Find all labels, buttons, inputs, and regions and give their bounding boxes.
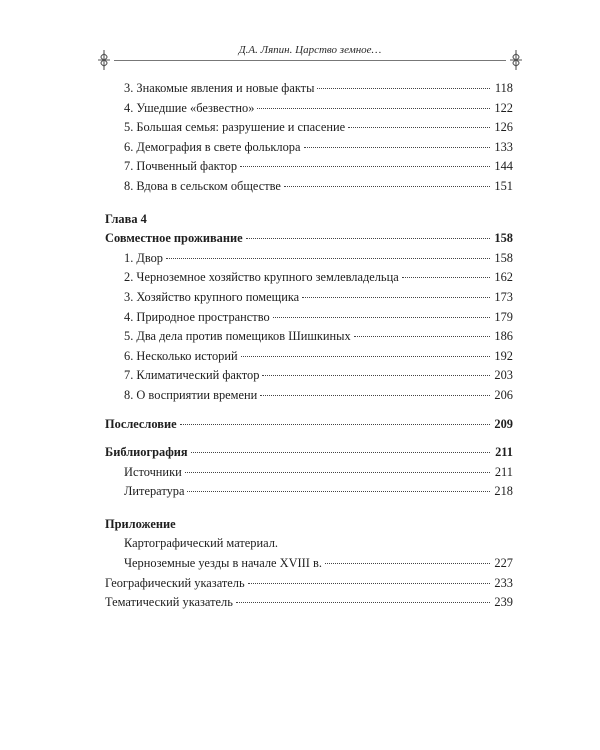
toc-entry: 3. Хозяйство крупного помещика 173 bbox=[124, 289, 513, 304]
toc-entry: 1. Двор 158 bbox=[124, 250, 513, 265]
ornament-right-icon bbox=[508, 49, 524, 71]
toc-entry: Источники 211 bbox=[124, 464, 513, 479]
toc-entry: 6. Демография в свете фольклора 133 bbox=[124, 139, 513, 154]
toc-entry: 4. Природное пространство 179 bbox=[124, 309, 513, 324]
toc-entry: 2. Черноземное хозяйство крупного землевладельца 162 bbox=[124, 270, 513, 285]
toc-entry: 7. Климатический фактор 203 bbox=[124, 368, 513, 383]
thematic-index-entry: Тематический указатель 239 bbox=[105, 595, 513, 610]
toc-entry: 7. Почвенный фактор 144 bbox=[124, 159, 513, 174]
toc-entry: Черноземные уезды в начале XVIII в. 227 bbox=[124, 556, 513, 571]
toc-entry: 8. О восприятии времени 206 bbox=[124, 387, 513, 402]
running-title: Д.А. Ляпин. Царство земное… bbox=[238, 44, 382, 56]
toc-entry: 8. Вдова в сельском обществе 151 bbox=[124, 178, 513, 193]
geo-index-entry: Географический указатель 233 bbox=[105, 575, 513, 590]
toc-entry: 6. Несколько историй 192 bbox=[124, 348, 513, 363]
toc-entry: 5. Два дела против помещиков Шишкиных 186 bbox=[124, 329, 513, 344]
bibliography-entry: Библиография 211 bbox=[105, 445, 513, 460]
header-rule bbox=[114, 60, 506, 61]
afterword-entry: Послесловие 209 bbox=[105, 416, 513, 431]
appendix-line: Картографический материал. bbox=[124, 536, 278, 551]
toc-entry: 4. Ушедшие «безвестно» 122 bbox=[124, 100, 513, 115]
chapter-heading: Глава 4 bbox=[105, 211, 147, 226]
chapter-title-entry: Совместное проживание 158 bbox=[105, 231, 513, 246]
toc-entry: 5. Большая семья: разрушение и спасение 126 bbox=[124, 120, 513, 135]
toc-entry: Литература 218 bbox=[124, 484, 513, 499]
toc-entry: 3. Знакомые явления и новые факты 118 bbox=[124, 81, 513, 95]
table-of-contents bbox=[105, 79, 513, 613]
appendix-heading: Приложение bbox=[105, 516, 176, 531]
running-header bbox=[100, 40, 520, 70]
